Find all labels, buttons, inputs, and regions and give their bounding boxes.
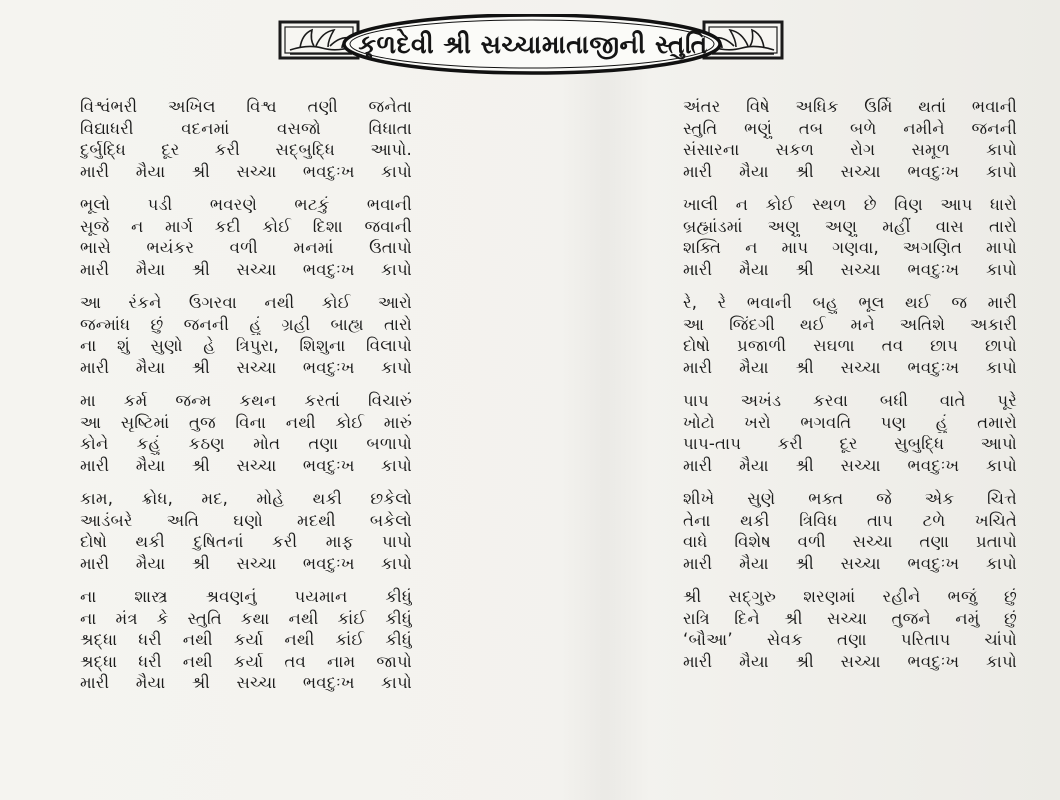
- verse-line: વિદ્યાધરી વદનમાં વસજો વિધાતા: [80, 118, 412, 138]
- stanza: [80, 586, 412, 694]
- verse-line: કામ, ક્રોધ, મદ, મોહે થકી છકેલો: [80, 489, 412, 508]
- verse-line: શ્રી સદ્‌ગુરુ શરણમાં રહીને ભજું છું: [683, 587, 1017, 606]
- verse-line: આ રંકને ઉગરવા નથી કોઈ આરો: [80, 293, 412, 312]
- verse-line: રાત્રિ દિને શ્રી સચ્ચા તુજને નમું છું: [683, 608, 1017, 628]
- page-gutter-shadow: [560, 60, 650, 800]
- verse-line: તેના થકી ત્રિવિધ તાપ ટળે ખચિતે: [683, 510, 1017, 530]
- verse-line: આડંબરે અતિ ઘણો મદથી બકેલો: [80, 510, 412, 530]
- verse-line: શક્તિ ન માપ ગણવા, અગણિત માપો: [683, 238, 1017, 257]
- stanza: [683, 292, 1017, 378]
- stanza: [80, 488, 412, 574]
- verse-line: મારી મૈયા શ્રી સચ્ચા ભવદુઃખ કાપો: [683, 651, 1017, 671]
- verse-line: મારી મૈયા શ્રી સચ્ચા ભવદુઃખ કાપો: [683, 161, 1017, 181]
- verse-line: રે, રે ભવાની બહુ ભૂલ થઈ જ મારી: [683, 293, 1017, 312]
- verse-line: મારી મૈયા શ્રી સચ્ચા ભવદુઃખ કાપો: [80, 673, 412, 692]
- verse-line: જન્માંધ છું જનની હું ગ્રહી બાહ્ય તારો: [80, 314, 412, 334]
- verse-line: શીખે સુણે ભક્ત જે એક ચિત્તે: [683, 489, 1017, 508]
- verse-line: દોષો થકી દુષિતનાં કરી માફ પાપો: [80, 532, 412, 551]
- stanza: [683, 390, 1017, 476]
- verse-line: ના શું સુણો હે ત્રિપુરા, શિશુના વિલાપો: [80, 336, 412, 355]
- stanza: [80, 292, 412, 378]
- page-title: કુળદેવી શ્રી સચ્ચામાતાજીની સ્તુતિ: [358, 30, 708, 59]
- stanza: [80, 390, 412, 476]
- verse-line: આ જિંદગી થઈ મને અતિશે અકારી: [683, 314, 1017, 334]
- verse-line: ભૂલો પડી ભવરણે ભટકું ભવાની: [80, 195, 412, 214]
- verse-line: ના મંત્ર કે સ્તુતિ કથા નથી કાંઈ કીધું: [80, 608, 412, 628]
- verse-line: સંસારના સકળ રોગ સમૂળ કાપો: [683, 140, 1017, 159]
- verse-line: શ્રદ્ધા ધરી નથી કર્યા નથી કાંઈ કીધું: [80, 630, 412, 649]
- verse-line: મારી મૈયા શ્રી સચ્ચા ભવદુઃખ કાપો: [80, 455, 412, 475]
- stanza: [683, 488, 1017, 574]
- verse-line: આ સૃષ્ટિમાં તુજ વિના નથી કોઈ મારું: [80, 412, 412, 432]
- verse-line: દોષો પ્રજાળી સઘળા તવ છાપ છાપો: [683, 336, 1017, 355]
- right-verse-column: [683, 96, 1017, 684]
- verse-line: મારી મૈયા શ્રી સચ્ચા ભવદુઃખ કાપો: [80, 161, 412, 181]
- verse-line: ખાલી ન કોઈ સ્થળ છે વિણ આપ ધારો: [683, 195, 1017, 214]
- stanza: [80, 96, 412, 182]
- verse-line: મારી મૈયા શ્રી સચ્ચા ભવદુઃખ કાપો: [80, 357, 412, 377]
- verse-line: મારી મૈયા શ્રી સચ્ચા ભવદુઃખ કાપો: [80, 553, 412, 573]
- verse-line: મા કર્મ જન્મ કથન કરતાં વિચારું: [80, 391, 412, 410]
- stanza: [683, 96, 1017, 182]
- verse-line: વિશ્વંભરી અખિલ વિશ્વ તણી જનેતા: [80, 97, 412, 116]
- verse-line: મારી મૈયા શ્રી સચ્ચા ભવદુઃખ કાપો: [683, 357, 1017, 377]
- verse-line: મારી મૈયા શ્રી સચ્ચા ભવદુઃખ કાપો: [683, 553, 1017, 573]
- verse-line: મારી મૈયા શ્રી સચ્ચા ભવદુઃખ કાપો: [683, 455, 1017, 475]
- verse-line: અંતર વિષે અધિક ઉર્મિ થતાં ભવાની: [683, 97, 1017, 116]
- verse-line: મારી મૈયા શ્રી સચ્ચા ભવદુઃખ કાપો: [80, 259, 412, 279]
- left-verse-column: [80, 96, 412, 706]
- verse-line: સૂજે ન માર્ગ કદી કોઈ દિશા જવાની: [80, 216, 412, 236]
- verse-line: મારી મૈયા શ્રી સચ્ચા ભવદુઃખ કાપો: [683, 259, 1017, 279]
- verse-line: પાપ-તાપ કરી દૂર સુબુદ્ધિ આપો: [683, 434, 1017, 453]
- stanza: [683, 194, 1017, 280]
- verse-line: વાધે વિશેષ વળી સચ્ચા તણા પ્રતાપો: [683, 532, 1017, 551]
- title-banner: [278, 14, 786, 76]
- verse-line: દુર્બુદ્ધિ દૂર કરી સદ્‌બુદ્ધિ આપો.: [80, 140, 412, 159]
- verse-line: ‘બૌઆ’ સેવક તણા પરિતાપ ચાંપો: [683, 630, 1017, 649]
- verse-line: પાપ અખંડ કરવા બધી વાતે પૂરે: [683, 391, 1017, 410]
- verse-line: ભાસે ભયંકર વળી મનમાં ઉતાપો: [80, 238, 412, 257]
- stanza: [80, 194, 412, 280]
- verse-line: ના શાસ્ત્ર શ્રવણનું પયમાન કીધું: [80, 587, 412, 606]
- verse-line: સ્તુતિ ભણું તબ બળે નમીને જનની: [683, 118, 1017, 138]
- verse-line: ખોટો ખરો ભગવતિ પણ હું તમારો: [683, 412, 1017, 432]
- verse-line: શ્રદ્ધા ધરી નથી કર્યા તવ નામ જાપો: [80, 651, 412, 671]
- stanza: [683, 586, 1017, 672]
- verse-line: બ્રહ્માંડમાં અણુ અણુ મહીં વાસ તારો: [683, 216, 1017, 236]
- verse-line: કોને કહું કઠણ મોત તણા બળાપો: [80, 434, 412, 453]
